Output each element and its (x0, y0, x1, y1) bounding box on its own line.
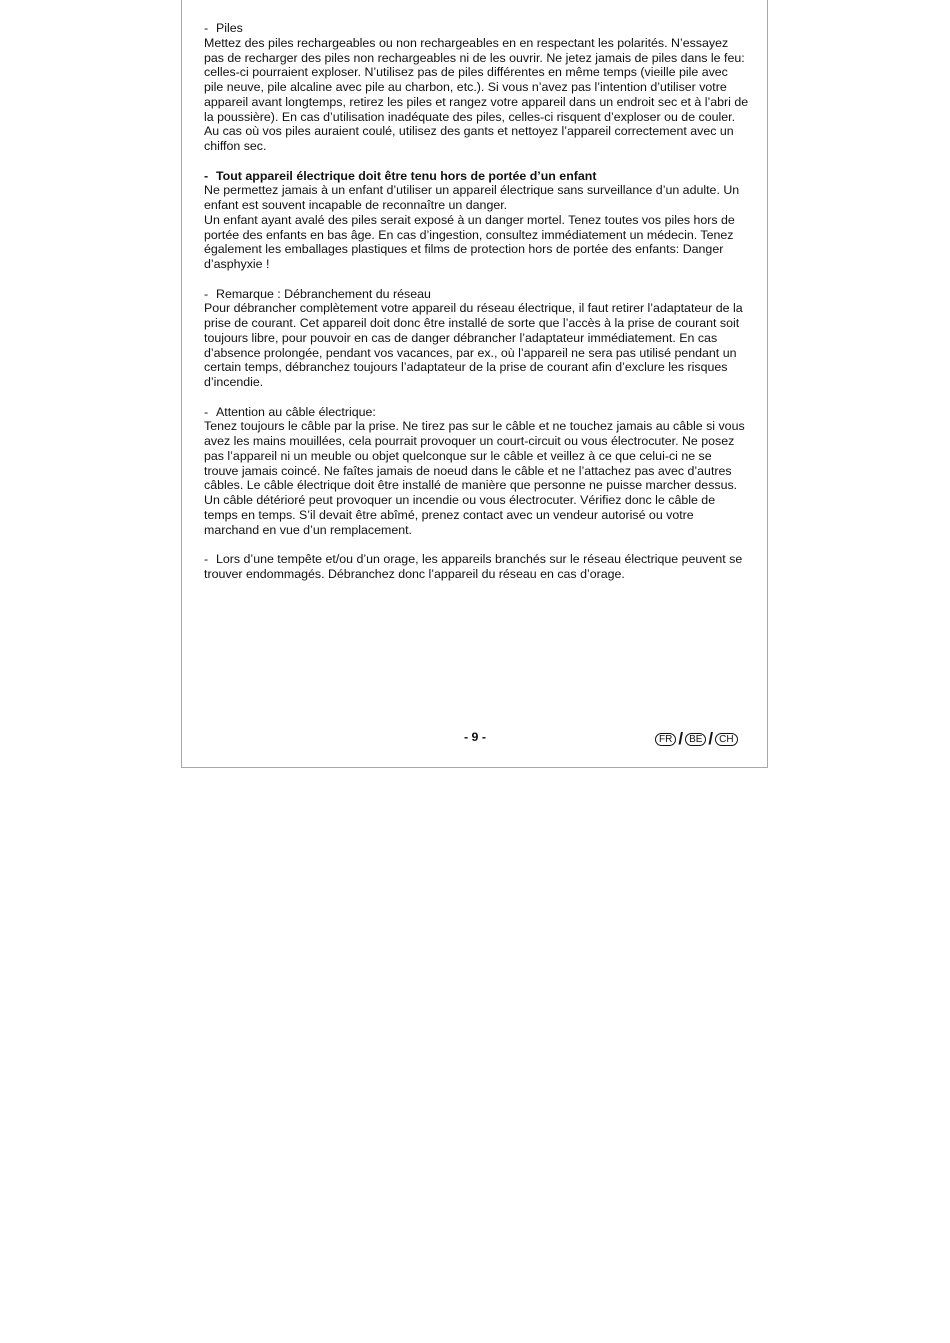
paragraph: Pour débrancher complètement votre appareil du réseau électrique, il faut retirer l’adaptateur de la prise de courant. Cet appareil doit donc être installé de sorte que l’accès à la prise de courant soit toujours libre, pour pouvoir en cas de danger débrancher l’adaptateur immédiatement. En cas d’absence prolongée, pendant vos vacances, par ex., où l’appareil ne sera pas utilisé pendant un certain temps, débranchez toujours l’adaptateur de la prise de courant afin d’exclure les risques d’incendie. (204, 301, 743, 389)
country-code-separator: / (678, 729, 684, 748)
page-number: - 9 - (463, 730, 487, 744)
document-body (204, 21, 749, 596)
country-code-badge: CH (715, 733, 737, 746)
country-codes (655, 731, 738, 747)
country-code-badge: FR (655, 733, 676, 746)
section-heading: - Lors d’une tempête et/ou d’un orage, les appareils branchés sur le réseau électrique peuvent se trouver endommagés. Débranchez donc l’appareil du réseau en cas d’orage. (204, 552, 743, 581)
section-storm (204, 552, 749, 582)
paragraph: Ne permettez jamais à un enfant d’utiliser un appareil électrique sans surveillance d’un adulte. Un enfant est souvent incapable de reconnaître un danger. (204, 183, 740, 212)
section-heading: - Piles (204, 21, 243, 35)
paragraph: Tenez toujours le câble par la prise. Ne tirez pas sur le câble et ne touchez jamais au câble si vous avez les mains mouillées, cela pourrait provoquer un court-circuit ou vous électrocuter. Ne posez pas l’appareil ni un meuble ou objet quelconque sur le câble et veillez à ce que celui-ci ne se trouve jamais coincé. Ne faîtes jamais de noeud dans le câble et ne l’attachez pas avec d’autres câbles. Le câble électrique doit être installé de manière que personne ne puisse marcher dessus. Un câble détérioré peut provoquer un incendie ou vous électrocuter. Vérifiez donc le câble de temps en temps. S’il devait être abîmé, prenez contact avec un vendeur autorisé ou votre marchand en vue d’un remplacement. (204, 419, 745, 537)
section-heading: - Remarque : Débranchement du réseau (204, 286, 431, 301)
section-power-cable (204, 405, 749, 538)
section-disconnection (204, 287, 749, 390)
paragraph: Un enfant ayant avalé des piles serait exposé à un danger mortel. Tenez toutes vos piles hors de portée des enfants en bas âge. En cas d’ingestion, consultez immédiatement un médecin. Tenez également les emballages plastiques et films de protection hors de portée des enfants: Danger d’asphyxie ! (204, 212, 735, 271)
section-child-safety (204, 169, 749, 272)
country-code-badge: BE (685, 733, 706, 746)
paragraph: Au cas où vos piles auraient coulé, utilisez des gants et nettoyez l’appareil correctement avec un chiffon sec. (204, 124, 734, 153)
section-heading: - Tout appareil électrique doit être tenu hors de portée d’un enfant (204, 168, 597, 183)
section-piles (204, 21, 749, 154)
paragraph: Mettez des piles rechargeables ou non rechargeables en en respectant les polarités. N’essayez pas de recharger des piles non rechargeables ni de les ouvrir. Ne jetez jamais de piles dans le feu: celles-ci pourraient exploser. N’utilisez pas de piles différentes en même temps (vieille pile avec pile neuve, pile alcaline avec pile au charbon, etc.). Si vous n’avez pas l’intention d’utiliser votre appareil avant longtemps, retirez les piles et rangez votre appareil dans un endroit sec et à l’abri de la poussière). En cas d’utilisation inadéquate des piles, celles-ci risquent d’exploser ou de couler. (204, 35, 749, 124)
country-code-separator: / (708, 729, 714, 748)
section-heading: - Attention au câble électrique: (204, 404, 376, 419)
